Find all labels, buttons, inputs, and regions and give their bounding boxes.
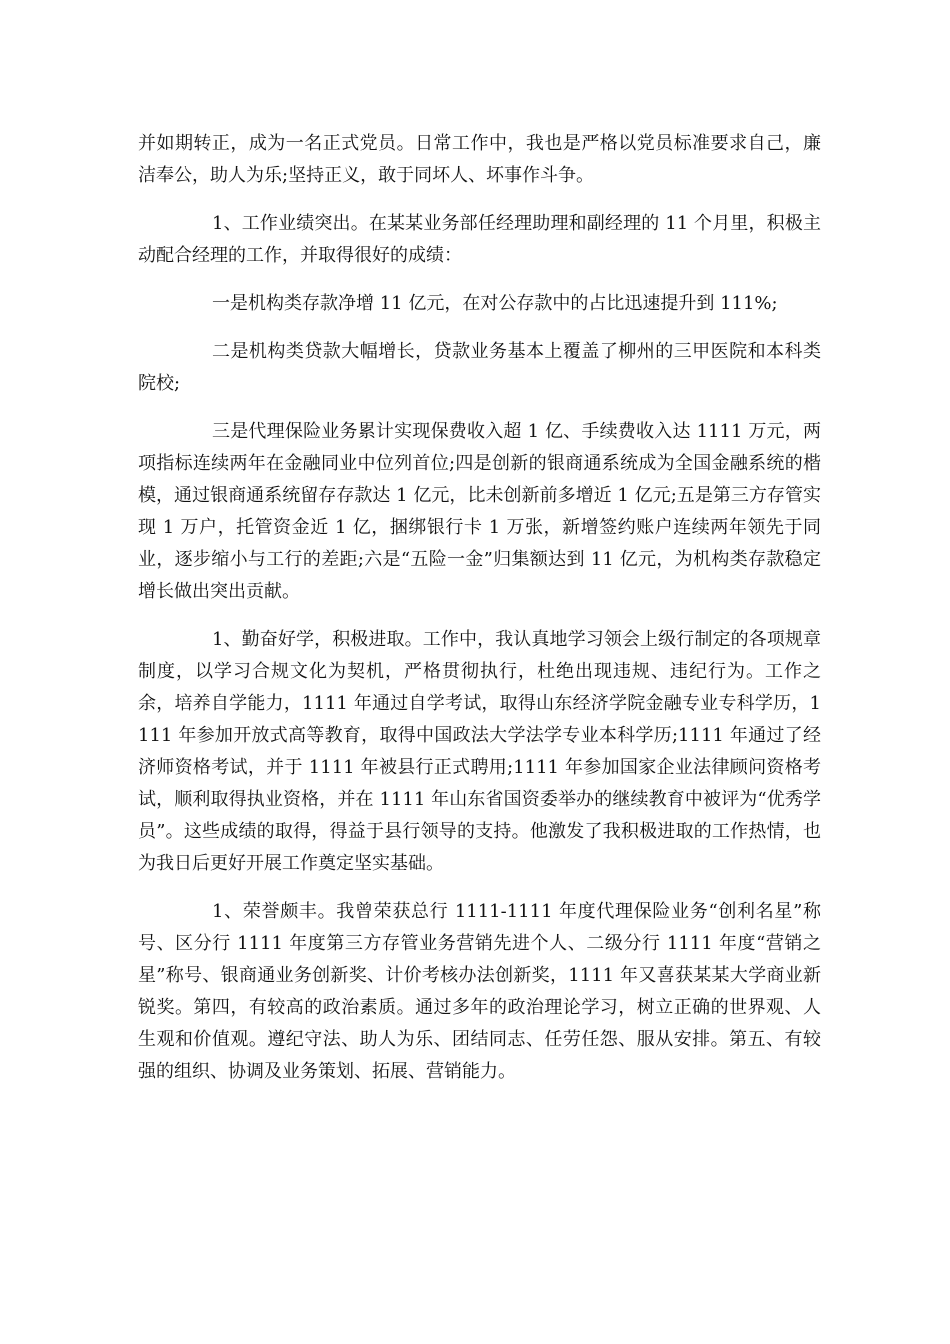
paragraph-deposits: 一是机构类存款净增 11 亿元，在对公存款中的占比迅速提升到 111%; <box>212 293 778 314</box>
paragraph-loans: 二是机构类贷款大幅增长，贷款业务基本上覆盖了柳州的三甲医院和本科类院校; <box>138 341 821 394</box>
document-body <box>138 128 821 1104</box>
paragraph-work-performance: 1、工作业绩突出。在某某业务部任经理助理和副经理的 11 个月里，积极主动配合经理的工作，并取得很好的成绩： <box>138 213 821 266</box>
paragraph-study: 1、勤奋好学，积极进取。工作中，我认真地学习领会上级行制定的各项规章制度，以学习合规文化为契机，严格贯彻执行，杜绝出现违规、违纪行为。工作之余，培养自学能力，1111 年通过自学考试，取得山东经济学院金融专业专科学历，1111 年参加开放式高等教育，取得中国政法大学法学专业本科学历;1111 年通过了经济师资格考试，并于 1111 年被县行正式聘用;1111 年参加国家企业法律顾问资格考试，顺利取得执业资格，并在 1111 年山东省国资委举办的继续教育中被评为“优秀学员”。这些成绩的取得，得益于县行领导的支持。他激发了我积极进取的工作热情，也为我日后更好开展工作奠定坚实基础。 <box>138 629 821 874</box>
paragraph-continuation: 并如期转正，成为一名正式党员。日常工作中，我也是严格以党员标准要求自己，廉洁奉公，助人为乐;坚持正义，敢于同坏人、坏事作斗争。 <box>138 133 821 186</box>
paragraph-insurance: 三是代理保险业务累计实现保费收入超 1 亿、手续费收入达 1111 万元，两项指标连续两年在金融同业中位列首位;四是创新的银商通系统成为全国金融系统的楷模，通过银商通系统留存存款达 1 亿元，比未创新前多增近 1 亿元;五是第三方存管实现 1 万户，托管资金近 1 亿，捆绑银行卡 1 万张，新增签约账户连续两年领先于同业，逐步缩小与工行的差距;六是“五险一金”归集额达到 11 亿元，为机构类存款稳定增长做出突出贡献。 <box>138 421 821 602</box>
paragraph-honors: 1、荣誉颇丰。我曾荣获总行 1111-1111 年度代理保险业务“创利名星”称号、区分行 1111 年度第三方存管业务营销先进个人、二级分行 1111 年度“营销之星”称号、银商通业务创新奖、计价考核办法创新奖，1111 年又喜获某某大学商业新锐奖。第四，有较高的政治素质。通过多年的政治理论学习，树立正确的世界观、人生观和价值观。遵纪守法、助人为乐、团结同志、任劳任怨、服从安排。第五、有较强的组织、协调及业务策划、拓展、营销能力。 <box>138 901 821 1082</box>
